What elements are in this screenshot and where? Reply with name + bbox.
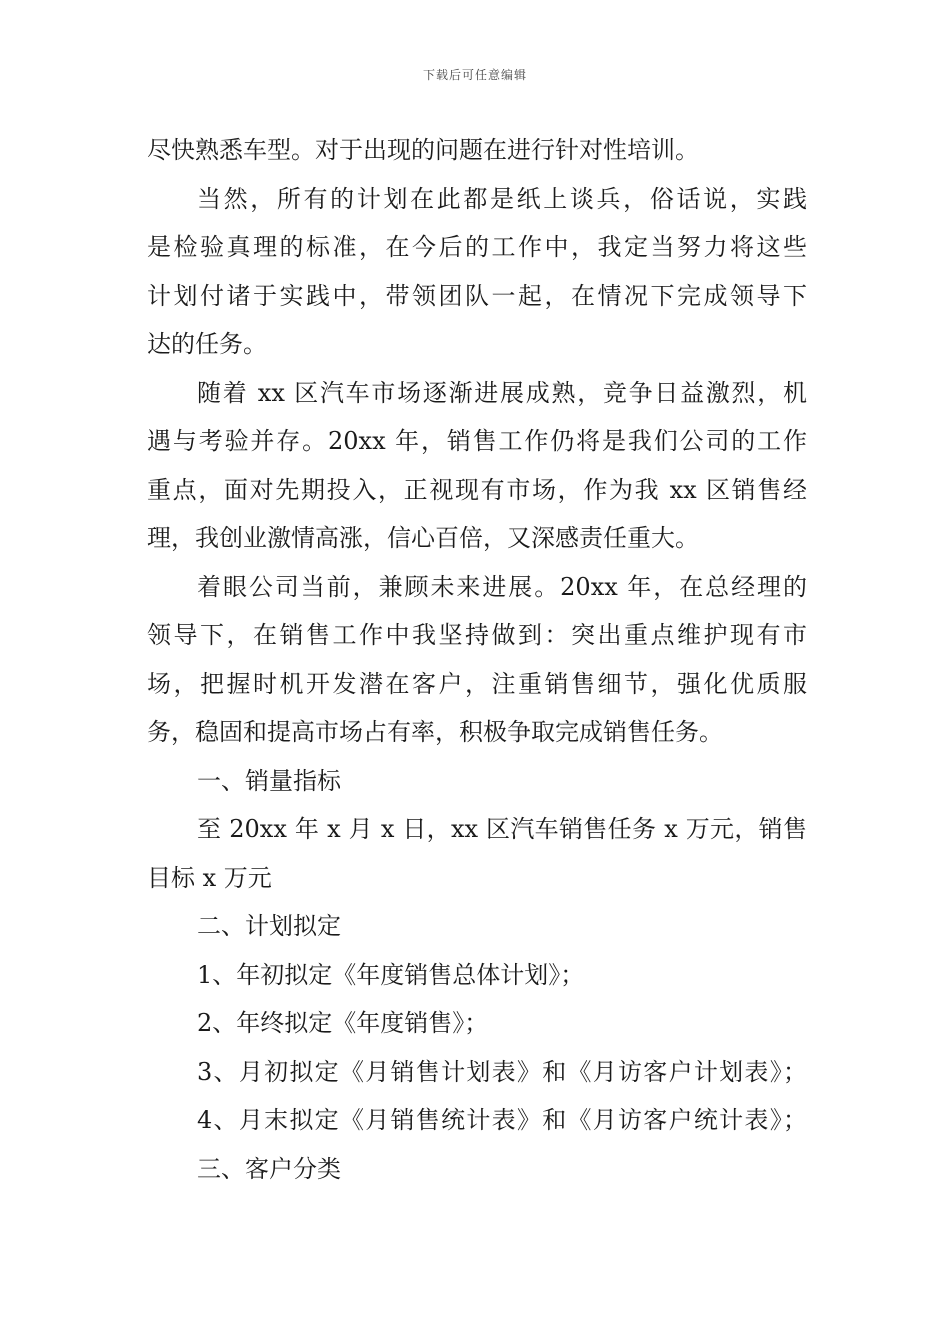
text-line: 4、月末拟定《月销售统计表》和《月访客户统计表》； bbox=[197, 1106, 807, 1134]
text-line: 达的任务。 bbox=[147, 330, 267, 358]
text-line: 是检验真理的标准，在今后的工作中，我定当努力将这些 bbox=[147, 233, 807, 261]
document-body bbox=[147, 126, 807, 1193]
text-line: 目标 x 万元 bbox=[147, 863, 272, 892]
text-line: 一、销量指标 bbox=[197, 766, 341, 795]
text-line: 务，稳固和提高市场占有率，积极争取完成销售任务。 bbox=[147, 718, 723, 746]
text-line: 理，我创业激情高涨，信心百倍，又深感责任重大。 bbox=[147, 524, 699, 552]
text-line: 领导下，在销售工作中我坚持做到：突出重点维护现有市 bbox=[147, 621, 807, 649]
text-line: 3、月初拟定《月销售计划表》和《月访客户计划表》； bbox=[197, 1057, 807, 1086]
text-line: 随着 xx 区汽车市场逐渐进展成熟，竞争日益激烈，机 bbox=[197, 378, 807, 407]
text-line: 三、客户分类 bbox=[197, 1154, 341, 1183]
text-line: 计划付诸于实践中，带领团队一起，在情况下完成领导下 bbox=[147, 281, 807, 310]
text-line: 当然，所有的计划在此都是纸上谈兵，俗话说，实践 bbox=[197, 184, 807, 213]
text-line: 二、计划拟定 bbox=[197, 912, 341, 940]
page-header-note: 下载后可任意编辑 bbox=[422, 68, 527, 82]
text-line: 遇与考验并存。20xx 年，销售工作仍将是我们公司的工作 bbox=[147, 427, 807, 455]
text-line: 着眼公司当前，兼顾未来进展。20xx 年，在总经理的 bbox=[197, 572, 807, 601]
text-line: 场，把握时机开发潜在客户，注重销售细节，强化优质服 bbox=[147, 669, 807, 698]
text-line: 至 20xx 年 x 月 x 日，xx 区汽车销售任务 x 万元，销售 bbox=[197, 815, 807, 843]
text-line: 重点，面对先期投入，正视现有市场，作为我 xx 区销售经 bbox=[147, 475, 807, 504]
text-line: 尽快熟悉车型。对于出现的问题在进行针对性培训。 bbox=[147, 136, 699, 164]
text-line: 1、年初拟定《年度销售总体计划》； bbox=[197, 960, 585, 989]
text-line: 2、年终拟定《年度销售》； bbox=[197, 1009, 489, 1037]
